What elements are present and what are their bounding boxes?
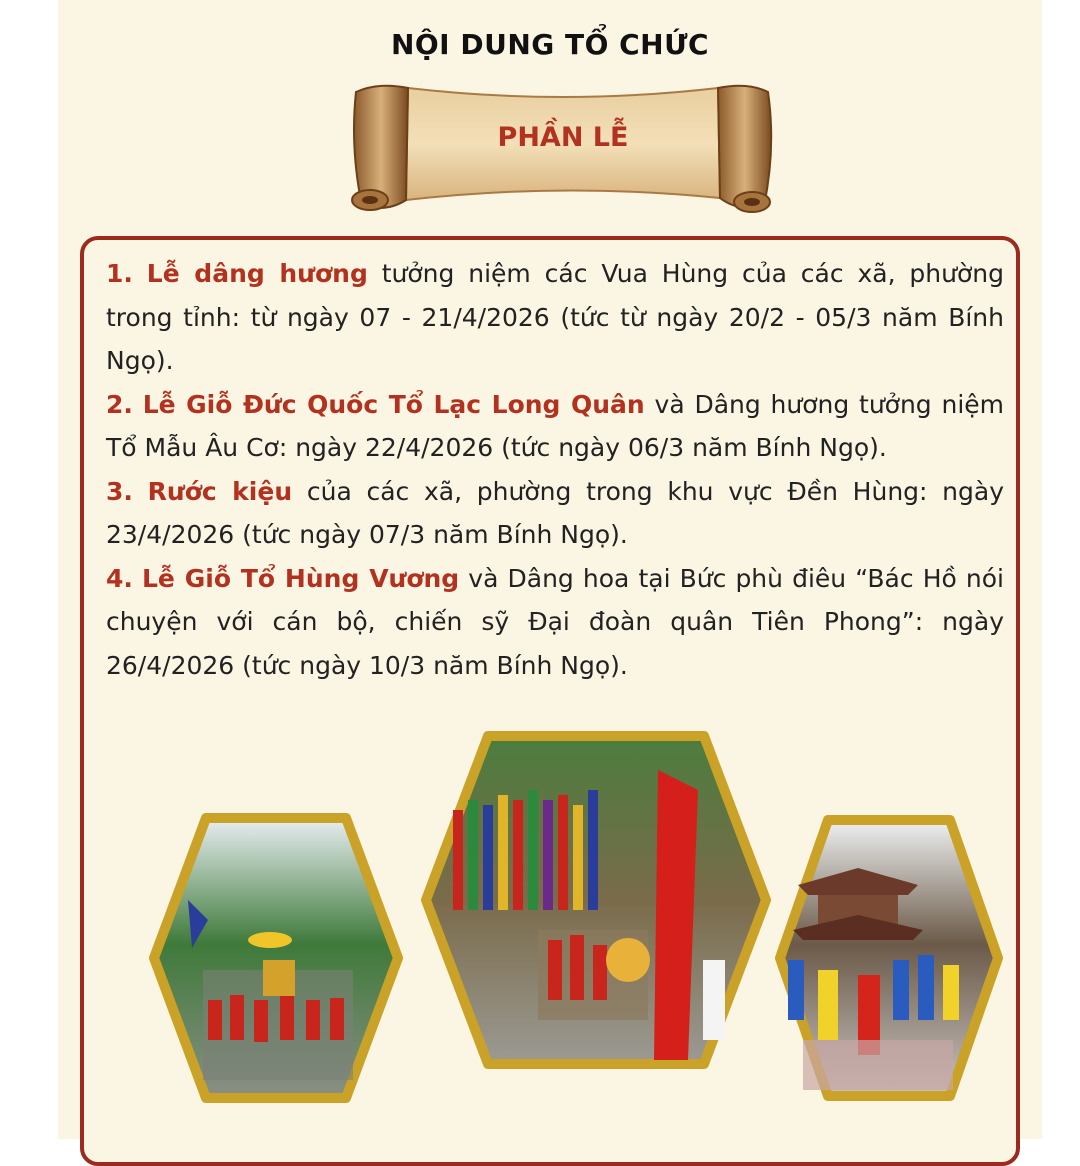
item-highlight: Lễ Giỗ Tổ Hùng Vương <box>142 563 460 593</box>
section-banner-label: PHẦN LỄ <box>497 122 629 153</box>
infographic-page <box>58 0 1042 1139</box>
page-title: NỘI DUNG TỔ CHỨC <box>390 28 710 61</box>
item-highlight: Lễ Giỗ Đức Quốc Tổ Lạc Long Quân <box>142 389 645 419</box>
schedule-list <box>106 252 1004 687</box>
item-number: 1. <box>106 259 133 288</box>
list-item <box>106 557 1004 688</box>
item-text: của các xã, phường trong khu vực Đền Hùng: ngày 23/4/2026 (tức ngày 07/3 năm Bính Ngọ). <box>106 476 1005 549</box>
item-highlight: Lễ dâng hương <box>146 259 368 288</box>
item-text: và Dâng hương tưởng niệm Tổ Mẫu Âu Cơ: ngày 22/4/2026 (tức ngày 06/3 năm Bính Ngọ). <box>106 389 1005 462</box>
list-item <box>106 383 1004 470</box>
parchment-scroll-banner <box>348 78 778 220</box>
list-item <box>106 470 1004 557</box>
item-number: 4. <box>106 563 133 593</box>
item-text: tưởng niệm các Vua Hùng của các xã, phường trong tỉnh: từ ngày 07 - 21/4/2026 (tức từ ngày 20/2 - 05/3 năm Bính Ngọ). <box>106 259 1004 375</box>
list-item <box>106 252 1004 383</box>
item-number: 2. <box>106 389 133 419</box>
item-number: 3. <box>106 476 133 506</box>
item-text: và Dâng hoa tại Bức phù điêu “Bác Hồ nói chuyện với cán bộ, chiến sỹ Đại đoàn quân Tiên Phong”: ngày 26/4/2026 (tức ngày 10/3 năm Bính Ngọ). <box>106 563 1004 680</box>
item-highlight: Rước kiệu <box>147 476 293 506</box>
